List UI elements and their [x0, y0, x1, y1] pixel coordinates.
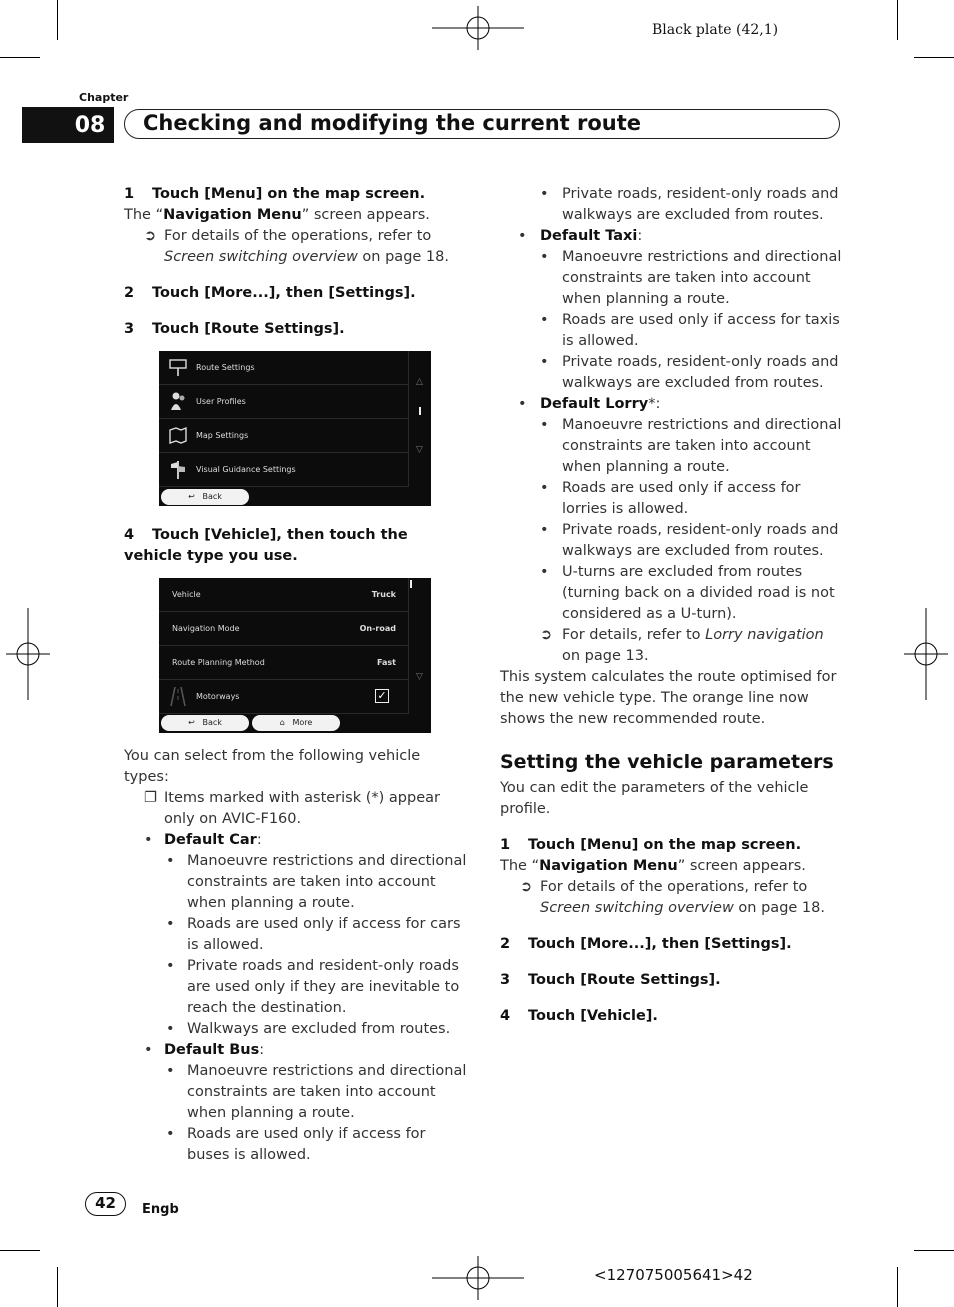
chapter-label: Chapter [79, 91, 129, 104]
back-button[interactable]: ↩ Back [161, 715, 249, 731]
route-summary: This system calculates the route optimised for the new vehicle type. The orange line now shows the new recommended route. [500, 669, 837, 727]
scroll-up-icon[interactable]: △ [416, 377, 423, 387]
menu-row[interactable]: Route Settings [159, 351, 408, 385]
vehicle-types-intro: You can select from the following vehicle types: [124, 748, 421, 785]
lorry-note: ➲ For details, refer to Lorry navigation on page 13. [540, 627, 824, 664]
route-planning-row[interactable]: Route Planning Method Fast [159, 646, 408, 680]
vehicle-row[interactable]: Vehicle Truck [159, 578, 408, 612]
step-1-result: The “Navigation Menu” screen appears. [500, 858, 806, 874]
motorways-checkbox[interactable]: ✓ [375, 689, 389, 703]
lorry-item: • Manoeuvre restrictions and directional constraints are taken into account when planning a route. [540, 417, 842, 475]
motorway-icon [169, 685, 187, 707]
registration-mark-bottom [432, 1256, 524, 1300]
crop-mark [57, 1267, 58, 1307]
arrow-icon: ➲ [144, 228, 157, 244]
taxi-item: • Private roads, resident-only roads and walkways are excluded from routes. [540, 354, 839, 391]
left-column [124, 184, 469, 340]
step-1-note: ➲ For details of the operations, refer to Screen switching overview on page 18. [144, 228, 449, 265]
navigation-mode-row[interactable]: Navigation Mode On-road [159, 612, 408, 646]
crop-mark [897, 1267, 898, 1307]
back-arrow-icon: ↩ [188, 718, 195, 727]
bus-item: • Manoeuvre restrictions and directional constraints are taken into account when planning a route. [166, 1063, 467, 1121]
crop-mark [57, 0, 58, 40]
document-code: <127075005641>42 [594, 1266, 753, 1284]
user-profiles-icon [169, 390, 187, 412]
asterisk-note: ❐ Items marked with asterisk (*) appear only on AVIC-F160. [144, 790, 440, 827]
car-item: • Private roads and resident-only roads are used only if they are inevitable to reach the destination. [166, 958, 460, 1016]
language-code: Engb [142, 1202, 179, 1217]
left-column-step4 [124, 525, 469, 567]
scroll-down-icon[interactable]: ▽ [416, 672, 423, 682]
crop-mark [914, 57, 954, 58]
scrollbar[interactable] [408, 351, 431, 487]
crop-mark [897, 0, 898, 40]
menu-row[interactable]: Visual Guidance Settings [159, 453, 408, 487]
step-1: 1 Touch [Menu] on the map screen. [124, 186, 426, 202]
default-lorry: • Default Lorry*: [518, 396, 661, 412]
step-4: 4 Touch [Vehicle]. [500, 1008, 658, 1024]
default-bus: • Default Bus: [144, 1042, 265, 1058]
car-item: • Roads are used only if access for cars is allowed. [166, 916, 461, 953]
scroll-down-icon[interactable]: ▽ [416, 445, 423, 455]
page-number: 42 [85, 1192, 126, 1216]
visual-guidance-icon [169, 458, 187, 480]
crop-mark [914, 1250, 954, 1251]
scrollbar[interactable] [408, 578, 431, 714]
vehicle-screenshot [159, 578, 431, 733]
registration-mark-right [904, 608, 948, 700]
menu-row[interactable]: Map Settings [159, 419, 408, 453]
arrow-icon: ➲ [520, 879, 533, 895]
lorry-item: • U-turns are excluded from routes (turning back on a divided road is not considered as a U-turn). [540, 564, 835, 622]
back-button[interactable]: ↩ Back [161, 489, 249, 505]
bus-item: • Private roads, resident-only roads and walkways are excluded from routes. [540, 186, 839, 223]
default-car: • Default Car: [144, 832, 262, 848]
section-heading: Setting the vehicle parameters [500, 751, 834, 773]
motorways-row[interactable]: Motorways ✓ [159, 680, 408, 714]
step-4: 4 Touch [Vehicle], then touch the vehicle type you use. [124, 527, 408, 564]
menu-row[interactable]: User Profiles [159, 385, 408, 419]
registration-mark-left [6, 608, 50, 700]
taxi-item: • Manoeuvre restrictions and directional constraints are taken into account when planning a route. [540, 249, 842, 307]
step-1-result: The “Navigation Menu” screen appears. [124, 207, 430, 223]
more-button[interactable]: ⌂ More [252, 715, 340, 731]
step-2: 2 Touch [More...], then [Settings]. [124, 285, 416, 301]
arrow-icon: ➲ [540, 627, 553, 643]
step-3: 3 Touch [Route Settings]. [500, 972, 721, 988]
left-column-types [124, 746, 469, 1166]
map-settings-icon [169, 424, 187, 446]
car-item: • Walkways are excluded from routes. [166, 1021, 451, 1037]
crop-mark [0, 1250, 40, 1251]
chapter-title: Checking and modifying the current route [124, 109, 840, 139]
route-settings-icon [169, 356, 187, 378]
crop-mark [0, 57, 40, 58]
right-column [500, 184, 842, 1027]
home-icon: ⌂ [279, 718, 285, 727]
taxi-item: • Roads are used only if access for taxis is allowed. [540, 312, 840, 349]
registration-mark-top [432, 6, 524, 50]
step-1: 1 Touch [Menu] on the map screen. [500, 837, 802, 853]
default-taxi: • Default Taxi: [518, 228, 643, 244]
lorry-item: • Roads are used only if access for lorries is allowed. [540, 480, 801, 517]
car-item: • Manoeuvre restrictions and directional constraints are taken into account when planning a route. [166, 853, 467, 911]
section-intro: You can edit the parameters of the vehicle profile. [500, 780, 809, 817]
step-2: 2 Touch [More...], then [Settings]. [500, 936, 792, 952]
bus-item: • Roads are used only if access for buses is allowed. [166, 1126, 426, 1163]
back-arrow-icon: ↩ [188, 492, 195, 501]
checkbox-bullet-icon: ❐ [144, 790, 157, 806]
step-1-note: ➲ For details of the operations, refer to Screen switching overview on page 18. [520, 879, 825, 916]
scroll-thumb[interactable] [419, 407, 421, 415]
lorry-item: • Private roads, resident-only roads and walkways are excluded from routes. [540, 522, 839, 559]
scroll-thumb[interactable] [410, 580, 412, 588]
step-3: 3 Touch [Route Settings]. [124, 321, 345, 337]
plate-label: Black plate (42,1) [652, 22, 779, 38]
route-settings-screenshot [159, 351, 431, 506]
chapter-number: 08 [22, 107, 114, 143]
